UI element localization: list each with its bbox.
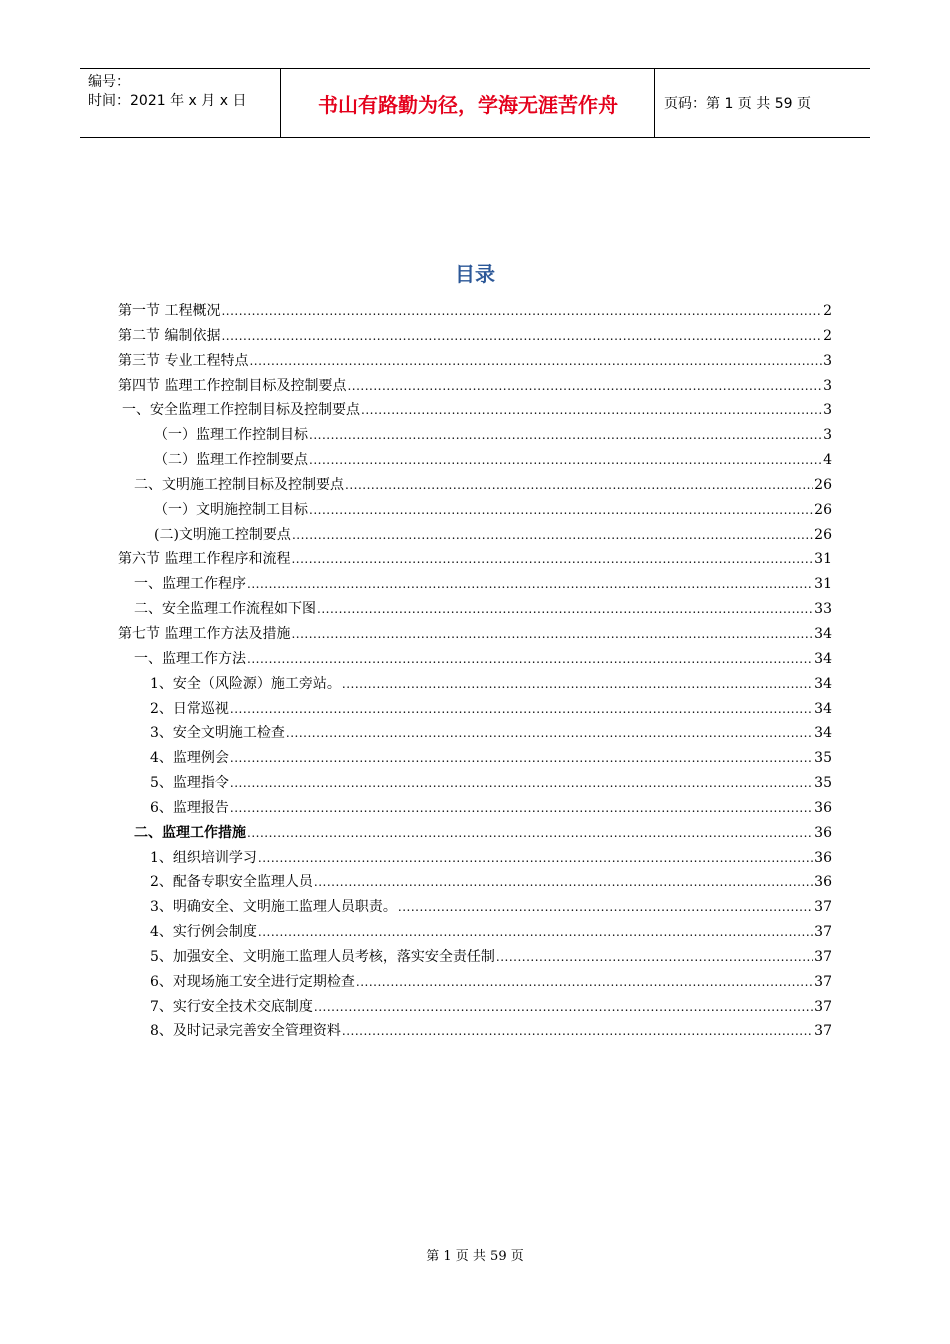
- toc-entry[interactable]: [118, 896, 832, 921]
- toc-entry-label: 第七节 监理工作方法及措施: [118, 625, 291, 642]
- toc-entry-label: 一、监理工作方法: [134, 650, 246, 667]
- toc-entry[interactable]: [118, 399, 832, 424]
- header-meta: [88, 73, 284, 111]
- toc-entry[interactable]: [118, 1020, 832, 1045]
- header-divider-right: [654, 69, 655, 137]
- toc-entry[interactable]: [118, 350, 832, 375]
- toc-entry-label: 二、文明施工控制目标及控制要点: [134, 476, 344, 493]
- toc-entry-label: 5、监理指令: [150, 775, 229, 792]
- toc-entry-label: 5、加强安全、文明施工监理人员考核，落实安全责任制: [150, 948, 495, 965]
- toc-leader-dots: [247, 652, 813, 666]
- toc-leader-dots: [342, 1024, 813, 1038]
- toc-entry-label: 二、监理工作措施: [134, 824, 246, 841]
- toc-entry-page: 36: [814, 799, 832, 816]
- toc-entry-label: （一）监理工作控制目标: [154, 427, 308, 444]
- toc-leader-dots: [291, 552, 813, 566]
- header-motto: 书山有路勤为径，学海无涯苦作舟: [318, 92, 618, 117]
- table-of-contents: [118, 300, 832, 1045]
- toc-entry[interactable]: [118, 847, 832, 872]
- toc-entry-label: 第三节 专业工程特点: [118, 352, 249, 369]
- toc-leader-dots: [258, 851, 813, 865]
- number-label: 编号：: [88, 74, 130, 90]
- toc-title: 目录: [455, 262, 495, 286]
- toc-leader-dots: [314, 1000, 813, 1014]
- toc-entry[interactable]: [118, 375, 832, 400]
- toc-leader-dots: [347, 379, 822, 393]
- toc-entry-label: （二）监理工作控制要点: [154, 452, 308, 469]
- toc-entry[interactable]: [118, 499, 832, 524]
- toc-leader-dots: [345, 478, 813, 492]
- page-footer: 第 1 页 共 59 页: [426, 1249, 524, 1264]
- toc-leader-dots: [230, 702, 813, 716]
- toc-entry[interactable]: [118, 449, 832, 474]
- toc-entry[interactable]: [118, 524, 832, 549]
- toc-entry-page: 37: [814, 973, 832, 990]
- toc-entry-label: 第二节 编制依据: [118, 327, 221, 344]
- toc-entry-label: 4、监理例会: [150, 750, 229, 767]
- document-header: [80, 68, 870, 138]
- toc-leader-dots: [361, 403, 822, 417]
- toc-entry-page: 4: [823, 452, 832, 469]
- toc-entry-page: 34: [814, 725, 832, 742]
- toc-leader-dots: [309, 503, 813, 517]
- toc-entry-page: 26: [814, 501, 832, 518]
- toc-entry-label: 6、对现场施工安全进行定期检查: [150, 973, 355, 990]
- toc-entry-label: （一）文明施控制工目标: [154, 501, 308, 518]
- toc-entry-label: 4、实行例会制度: [150, 924, 257, 941]
- toc-entry-page: 36: [814, 874, 832, 891]
- toc-entry-label: 第一节 工程概况: [118, 303, 221, 319]
- toc-entry-page: 3: [823, 352, 832, 369]
- toc-leader-dots: [230, 751, 813, 765]
- toc-entry[interactable]: [118, 921, 832, 946]
- toc-entry-page: 2: [823, 303, 832, 319]
- toc-leader-dots: [230, 776, 813, 790]
- toc-leader-dots: [342, 677, 813, 691]
- toc-entry-label: 3、安全文明施工检查: [150, 725, 285, 742]
- toc-entry-label: 6、监理报告: [150, 799, 229, 816]
- toc-leader-dots: [247, 577, 813, 591]
- toc-leader-dots: [496, 950, 813, 964]
- toc-entry-label: 7、实行安全技术交底制度: [150, 998, 313, 1015]
- toc-entry[interactable]: [118, 971, 832, 996]
- toc-entry[interactable]: [118, 573, 832, 598]
- toc-entry-page: 37: [814, 899, 832, 916]
- toc-leader-dots: [247, 826, 813, 840]
- toc-entry[interactable]: [118, 772, 832, 797]
- toc-entry-page: 34: [814, 675, 832, 692]
- toc-entry-page: 31: [814, 551, 832, 568]
- toc-entry-label: 第六节 监理工作程序和流程: [118, 551, 291, 568]
- toc-entry-label: 8、及时记录完善安全管理资料: [150, 1023, 341, 1040]
- toc-entry-page: 3: [823, 402, 832, 419]
- toc-entry-label: 3、明确安全、文明施工监理人员职责。: [150, 899, 397, 916]
- toc-entry[interactable]: [118, 946, 832, 971]
- toc-leader-dots: [398, 900, 813, 914]
- toc-leader-dots: [314, 875, 813, 889]
- toc-entry-page: 34: [814, 625, 832, 642]
- header-page-info: 页码：第 1 页 共 59 页: [664, 96, 811, 112]
- toc-entry[interactable]: [118, 648, 832, 673]
- toc-leader-dots: [356, 975, 813, 989]
- toc-entry[interactable]: [118, 722, 832, 747]
- toc-entry-page: 35: [814, 775, 832, 792]
- toc-entry[interactable]: [118, 673, 832, 698]
- toc-leader-dots: [286, 726, 813, 740]
- toc-leader-dots: [291, 627, 813, 641]
- toc-entry-page: 37: [814, 948, 832, 965]
- toc-entry-label: (二)文明施工控制要点: [154, 526, 291, 543]
- toc-leader-dots: [309, 453, 822, 467]
- toc-entry-label: 第四节 监理工作控制目标及控制要点: [118, 377, 347, 394]
- toc-entry[interactable]: [118, 698, 832, 723]
- toc-entry[interactable]: [118, 548, 832, 573]
- toc-entry-page: 3: [823, 377, 832, 394]
- toc-entry[interactable]: [118, 996, 832, 1021]
- toc-leader-dots: [230, 801, 813, 815]
- toc-entry-label: 2、日常巡视: [150, 700, 229, 717]
- toc-leader-dots: [221, 304, 822, 318]
- toc-entry[interactable]: [118, 325, 832, 350]
- toc-entry-page: 31: [814, 576, 832, 593]
- toc-entry-label: 一、安全监理工作控制目标及控制要点: [122, 402, 360, 419]
- header-divider-left: [280, 69, 281, 137]
- toc-entry[interactable]: [118, 797, 832, 822]
- toc-leader-dots: [221, 329, 822, 343]
- toc-entry-page: 34: [814, 700, 832, 717]
- toc-entry-label: 二、安全监理工作流程如下图: [134, 601, 316, 618]
- toc-entry[interactable]: [118, 871, 832, 896]
- toc-leader-dots: [317, 602, 813, 616]
- toc-entry-label: 1、组织培训学习: [150, 849, 257, 866]
- toc-entry-label: 2、配备专职安全监理人员: [150, 874, 313, 891]
- toc-entry[interactable]: [118, 424, 832, 449]
- toc-entry-page: 2: [823, 327, 832, 344]
- toc-entry[interactable]: [118, 623, 832, 648]
- toc-entry-page: 37: [814, 998, 832, 1015]
- toc-entry-page: 36: [814, 824, 832, 841]
- toc-entry-page: 26: [814, 476, 832, 493]
- toc-entry-page: 33: [814, 601, 832, 618]
- toc-entry-page: 36: [814, 849, 832, 866]
- toc-leader-dots: [249, 354, 822, 368]
- toc-entry[interactable]: [118, 300, 832, 325]
- time-label: 时间：2021 年 x 月 x 日: [88, 93, 247, 109]
- toc-leader-dots: [258, 925, 813, 939]
- toc-entry-label: 一、监理工作程序: [134, 576, 246, 593]
- toc-entry[interactable]: [118, 822, 832, 847]
- toc-entry-page: 3: [823, 427, 832, 444]
- toc-entry-page: 37: [814, 1023, 832, 1040]
- toc-entry[interactable]: [118, 474, 832, 499]
- toc-entry[interactable]: [118, 598, 832, 623]
- toc-entry[interactable]: [118, 747, 832, 772]
- toc-entry-page: 26: [814, 526, 832, 543]
- toc-leader-dots: [292, 528, 813, 542]
- toc-entry-page: 35: [814, 750, 832, 767]
- toc-entry-page: 37: [814, 924, 832, 941]
- toc-leader-dots: [309, 428, 822, 442]
- toc-entry-page: 34: [814, 650, 832, 667]
- toc-entry-label: 1、安全（风险源）施工旁站。: [150, 675, 341, 692]
